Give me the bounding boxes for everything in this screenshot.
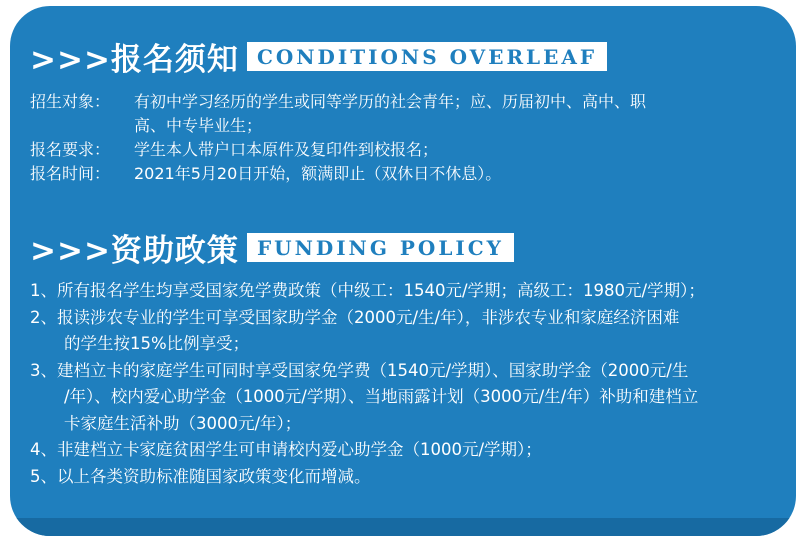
card-bottom-band xyxy=(10,518,796,536)
funding-policy-list xyxy=(30,278,705,490)
policy-line-3: 3、建档立卡的家庭学生可同时享受国家免学费（1540元/学期）、国家助学金（2000元/生 xyxy=(30,360,689,380)
policy-line-2: 2、报读涉农专业的学生可享受国家助学金（2000元/生/年），非涉农专业和家庭经济困难 xyxy=(30,307,680,327)
condition-text: 学生本人带户口本原件及复印件到校报名； xyxy=(134,140,439,159)
condition-text-cont: 高、中专毕业生； xyxy=(134,116,263,135)
policy-line-2-cont: 的学生按15%比例享受； xyxy=(64,334,250,353)
section-title-cn: >>>报名须知 xyxy=(30,41,239,78)
section-title-en: CONDITIONS OVERLEAF xyxy=(247,42,607,71)
condition-item-time xyxy=(30,162,646,186)
condition-item-target-cont xyxy=(30,114,646,138)
policy-line-4: 4、非建档立卡家庭贫困学生可申请校内爱心助学金（1000元/学期）； xyxy=(30,440,542,459)
policy-line-1: 1、所有报名学生均享受国家免学费政策（中级工：1540元/学期；高级工：1980元/学期）； xyxy=(30,281,705,300)
section-heading-conditions xyxy=(30,39,607,78)
conditions-list xyxy=(30,90,646,186)
info-card xyxy=(10,6,796,536)
condition-text: 有初中学习经历的学生或同等学历的社会青年；应、历届初中、高中、职 xyxy=(134,92,647,111)
section-heading-funding xyxy=(30,230,514,269)
condition-label: 招生对象： xyxy=(30,92,111,111)
section-title-cn: >>>资助政策 xyxy=(30,232,239,269)
policy-line-3-cont: /年）、校内爱心助学金（1000元/学期）、当地雨露计划（3000元/生/年）补助和建档立 xyxy=(64,387,699,406)
policy-line-3-cont2: 卡家庭生活补助（3000元/年）； xyxy=(64,413,302,433)
condition-label: 报名要求： xyxy=(30,140,111,159)
section-title-en: FUNDING POLICY xyxy=(247,233,514,262)
condition-item-target xyxy=(30,90,646,114)
condition-item-requirement xyxy=(30,138,646,162)
policy-line-5: 5、以上各类资助标准随国家政策变化而增减。 xyxy=(30,466,371,486)
condition-text: 2021年5月20日开始，额满即止（双休日不休息）。 xyxy=(134,164,502,183)
condition-label: 报名时间： xyxy=(30,164,111,183)
